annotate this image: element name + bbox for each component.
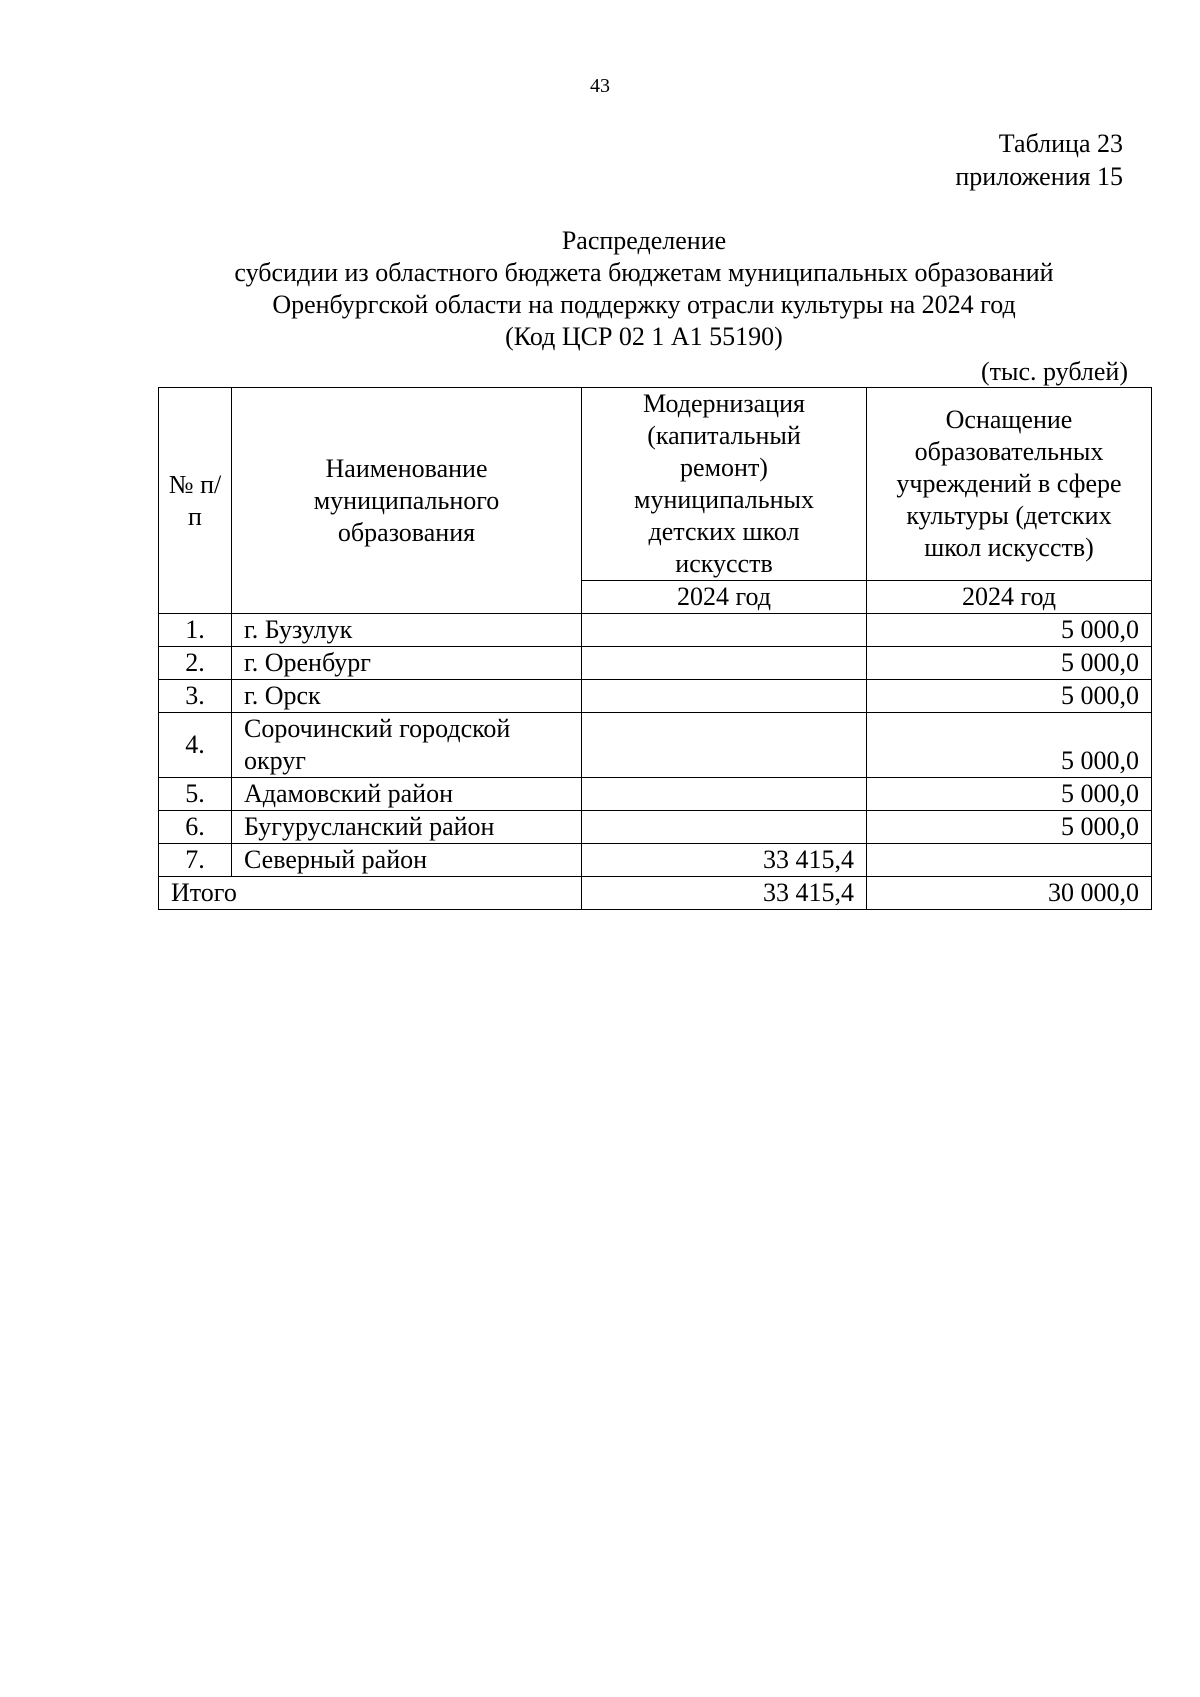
table-row	[159, 778, 1152, 811]
municipality-name: г. Бузулук	[232, 614, 582, 647]
header-name	[232, 388, 582, 614]
row-number: 5.	[159, 778, 232, 811]
municipality-name: Сорочинский городской округ	[232, 713, 582, 778]
row-number: 3.	[159, 680, 232, 713]
document-title	[158, 225, 1130, 353]
modernization-value	[582, 647, 867, 680]
total-label: Итого	[159, 877, 582, 910]
page-number: 43	[590, 75, 610, 97]
modernization-value	[582, 614, 867, 647]
equipment-value: 5 000,0	[867, 713, 1152, 778]
header-equipment	[867, 388, 1152, 581]
title-code-line: (Код ЦСР 02 1 А1 55190)	[505, 322, 783, 351]
total-modernization-value: 33 415,4	[582, 877, 867, 910]
modernization-value: 33 415,4	[582, 844, 867, 877]
municipality-name: Бугурусланский район	[232, 811, 582, 844]
table-row	[159, 680, 1152, 713]
row-number: 1.	[159, 614, 232, 647]
modernization-value	[582, 713, 867, 778]
header-modernization-text: Модернизация (капитальный ремонт) муниципальных детских школ искусств	[633, 389, 814, 578]
units-label: (тыс. рублей)	[980, 357, 1128, 386]
header-number	[159, 388, 232, 614]
title-line: Оренбургской области на поддержку отрасли культуры на 2024 год	[272, 290, 1016, 319]
header-modernization	[582, 388, 867, 581]
header-name-text: Наименование муниципального образования	[313, 453, 500, 547]
title-line: субсидии из областного бюджета бюджетам муниципальных образований	[234, 258, 1054, 287]
table-reference	[955, 127, 1123, 193]
table-row	[159, 713, 1152, 778]
equipment-value: 5 000,0	[867, 680, 1152, 713]
header-equipment-text: Оснащение образовательных учреждений в сфере культуры (детских школ искусств)	[896, 405, 1122, 562]
header-number-text: № п/п	[168, 469, 222, 531]
modernization-value	[582, 680, 867, 713]
table-reference-line: Таблица 23	[998, 129, 1123, 158]
total-row	[159, 877, 1152, 910]
municipality-name: Северный район	[232, 844, 582, 877]
table-row	[159, 614, 1152, 647]
table-row	[159, 811, 1152, 844]
title-line: Распределение	[561, 226, 727, 255]
row-number: 4.	[159, 713, 232, 778]
equipment-value: 5 000,0	[867, 614, 1152, 647]
municipality-name: Адамовский район	[232, 778, 582, 811]
modernization-value	[582, 811, 867, 844]
header-year-equipment: 2024 год	[867, 581, 1152, 614]
header-year-modernization: 2024 год	[582, 581, 867, 614]
municipality-name: г. Оренбург	[232, 647, 582, 680]
table-row	[159, 647, 1152, 680]
equipment-value: 5 000,0	[867, 778, 1152, 811]
municipality-name: г. Орск	[232, 680, 582, 713]
row-number: 7.	[159, 844, 232, 877]
table-row	[159, 844, 1152, 877]
row-number: 2.	[159, 647, 232, 680]
subsidy-table	[158, 387, 1152, 910]
equipment-value	[867, 844, 1152, 877]
equipment-value: 5 000,0	[867, 811, 1152, 844]
equipment-value: 5 000,0	[867, 647, 1152, 680]
modernization-value	[582, 778, 867, 811]
appendix-reference-line: приложения 15	[955, 162, 1123, 191]
total-equipment-value: 30 000,0	[867, 877, 1152, 910]
row-number: 6.	[159, 811, 232, 844]
